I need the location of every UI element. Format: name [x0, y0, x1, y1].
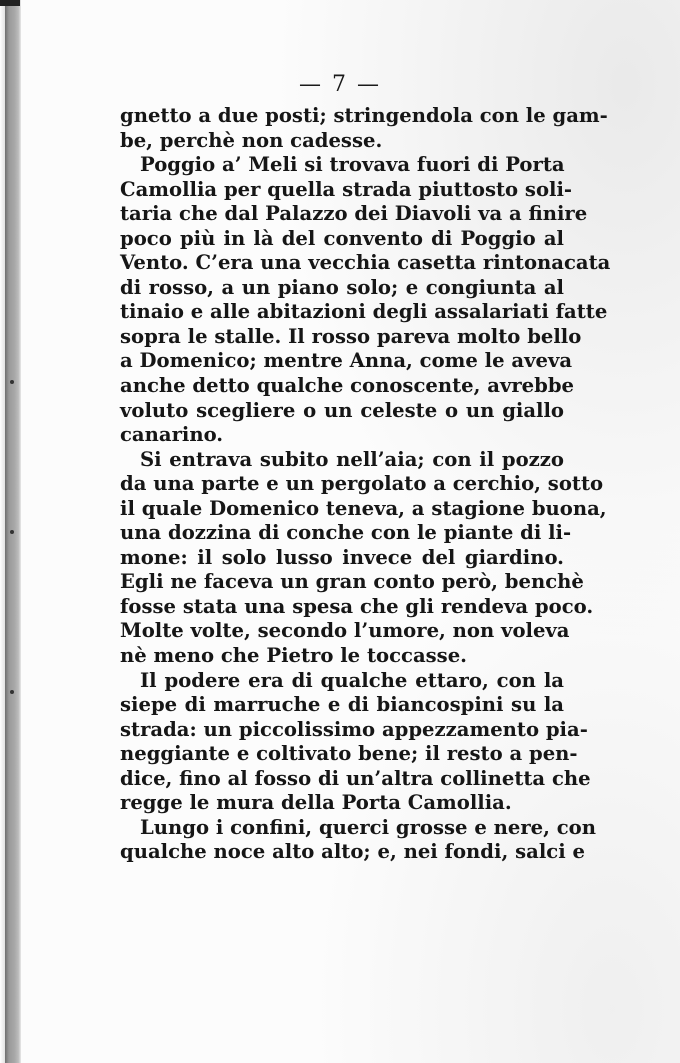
paragraph-first-line [120, 448, 564, 473]
line-text: sopra le stalle. Il rosso pareva molto bello [120, 324, 582, 348]
paragraph-first-line [120, 153, 564, 178]
line-text: qualche noce alto alto; e, nei fondi, salci e [120, 840, 585, 864]
line-text: fosse stata una spesa che gli rendeva poco. [120, 594, 594, 618]
text-line [120, 104, 608, 129]
line-text: Il podere era di qualche ettaro, con la [140, 668, 564, 692]
text-line [120, 324, 582, 350]
line-text: Lungo i confini, querci grosse e nere, con [140, 815, 596, 839]
page-number: — 7 — [299, 72, 381, 97]
scan-speck [10, 380, 14, 384]
text-line [120, 177, 573, 203]
line-text: mone: il solo lusso invece del giardino. [120, 545, 564, 569]
scan-speck [10, 690, 14, 694]
line-text: da una parte e un pergolato a cerchio, sotto [120, 472, 604, 496]
text-line [120, 791, 564, 816]
text-line [120, 399, 564, 424]
line-text: una dozzina di conche con le piante di li- [120, 521, 572, 545]
text-line [120, 766, 591, 792]
text-line [120, 202, 588, 227]
text-line [120, 570, 584, 595]
text-line [120, 251, 611, 276]
line-text: dice, fino al fosso di un’altra collinetta che [120, 766, 591, 790]
line-text: regge le mura della Porta Camollia. [120, 791, 512, 815]
line-text: Poggio a’ Meli si trovava fuori di Porta [140, 153, 565, 177]
line-text: nè meno che Pietro le toccasse. [120, 644, 467, 668]
line-text: siepe di marruche e di biancospini su la [120, 693, 564, 717]
line-text: di rosso, a un piano solo; e congiunta al [120, 275, 564, 299]
line-text: anche detto qualche conoscente, avrebbe [120, 374, 574, 398]
line-text: Si entrava subito nell’aia; con il pozzo [140, 447, 564, 471]
text-line [120, 717, 588, 743]
line-text: a Domenico; mentre Anna, come le aveva [120, 349, 573, 373]
text-line [120, 644, 564, 669]
text-line [120, 840, 585, 865]
line-text: tinaio e alle abitazioni degli assalariati fatte [120, 300, 608, 324]
line-text: gnetto a due posti; stringendola con le gam- [120, 104, 608, 127]
paragraph-first-line [120, 815, 596, 841]
text-line [120, 129, 564, 154]
text-line [120, 594, 594, 620]
text-line [120, 227, 564, 252]
scan-speck [10, 530, 14, 534]
line-text: Molte volte, secondo l’umore, non voleva [120, 619, 570, 643]
text-line [120, 300, 608, 325]
text-line [120, 546, 564, 571]
text-line [120, 374, 574, 399]
scan-corner-shadow [0, 0, 20, 6]
line-text: Camollia per quella strada piuttosto soli- [120, 177, 573, 201]
line-text: il quale Domenico teneva, a stagione buona, [120, 496, 607, 520]
line-text: voluto scegliere o un celeste o un giallo [120, 398, 564, 422]
text-line [120, 619, 570, 644]
text-line [120, 742, 578, 767]
text-line [120, 472, 604, 497]
text-line [120, 423, 564, 448]
line-text: be, perchè non cadesse. [120, 128, 383, 152]
line-text: taria che dal Palazzo dei Diavoli va a finire [120, 202, 588, 226]
text-line [120, 521, 572, 546]
body-text [120, 104, 611, 865]
line-text: poco più in là del convento di Poggio al [120, 226, 564, 250]
text-line [120, 349, 573, 374]
line-text: Vento. C’era una vecchia casetta rintonacata [120, 251, 611, 275]
text-line [120, 693, 564, 718]
line-text: Egli ne faceva un gran conto però, benchè [120, 570, 584, 594]
line-text: neggiante e coltivato bene; il resto a pen- [120, 742, 578, 766]
text-line [120, 276, 564, 301]
text-line [120, 496, 607, 522]
line-text: strada: un piccolissimo appezzamento pia- [120, 717, 588, 741]
line-text: canarino. [120, 423, 224, 447]
paragraph-first-line [120, 669, 564, 694]
